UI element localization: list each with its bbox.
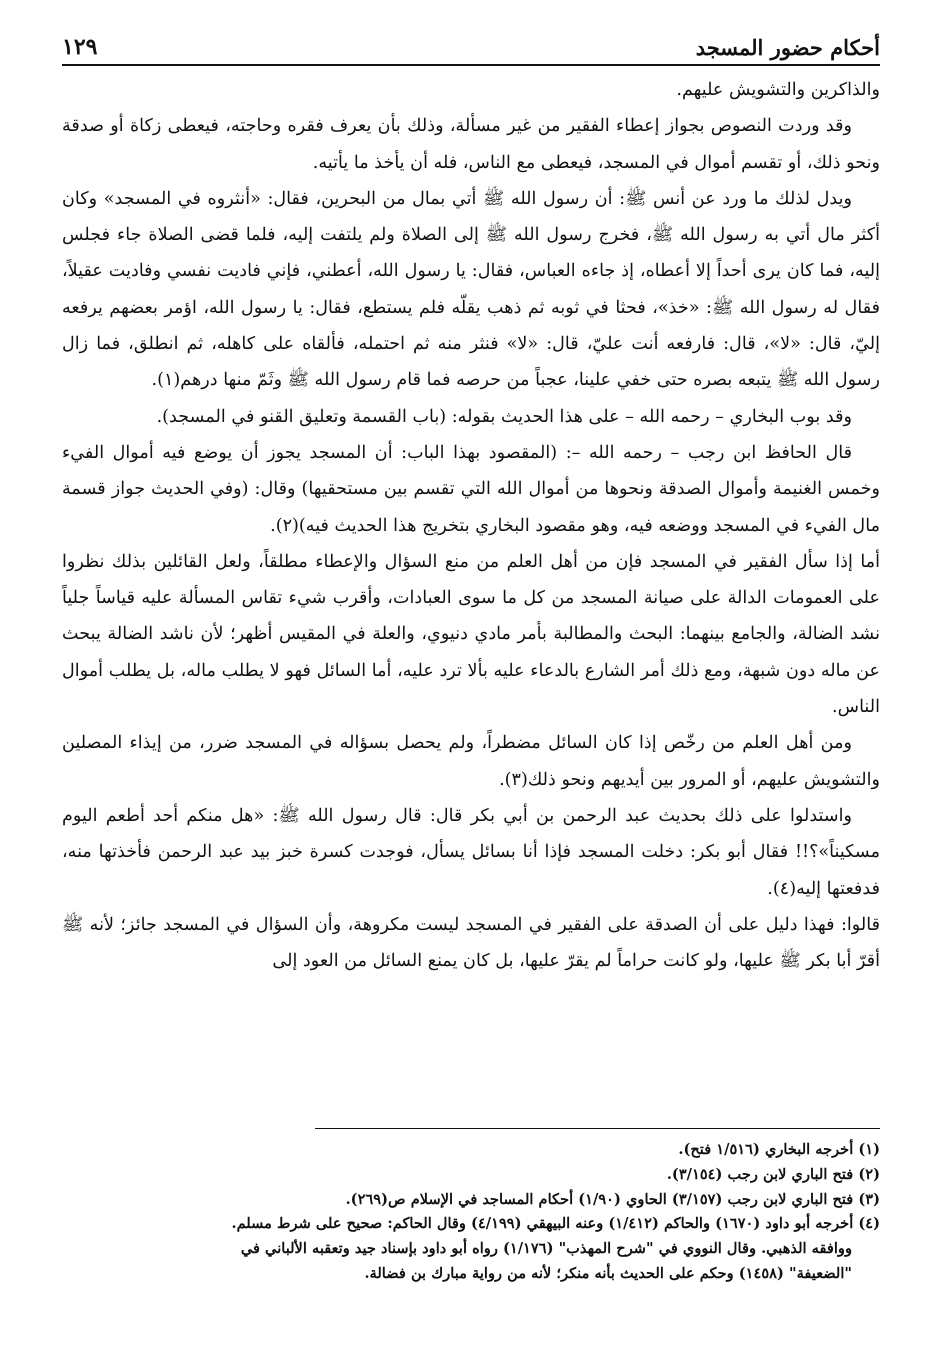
footnote-separator [315,1128,880,1129]
paragraph: ومن أهل العلم من رخّص إذا كان السائل مضطراً، ولم يحصل بسؤاله في المسجد ضرر، من إيذاء المصلين والتشويش عليهم، أو المرور بين أيديهم ونحو ذلك(٣). [62,733,880,790]
page-number: ١٢٩ [62,34,98,60]
paragraph: وقد بوب البخاري – رحمه الله – على هذا الحديث بقوله: (باب القسمة وتعليق القنو في المسجد). [156,406,852,427]
footnote: (٢) فتح الباري لابن رجب (٣/١٥٤). [666,1165,880,1183]
footnote: (٤) أخرجه أبو داود (١٦٧٠) والحاكم (١/٤١٢) وعنه البيهقي (٤/١٩٩) وقال الحاكم: صحيح على شرط مسلم. [231,1215,880,1233]
footnote: (٣) فتح الباري لابن رجب (٣/١٥٧) الحاوي (١/٩٠) أحكام المساجد في الإسلام ص(٢٦٩). [345,1190,880,1208]
paragraph: أما إذا سأل الفقير في المسجد فإن من أهل العلم من منع السؤال والإعطاء مطلقاً، ولعل القائلين بذلك نظروا على العمومات الدالة على صيانة المسجد من كل ما سوى العبادات، وأقرب شيء تقاس المسألة عليه قياساً جلياً نشد الضالة، والجامع بينهما: البحث والمطالبة بأمر مادي دنيوي، والعلة في المقيس أظهر؛ لأن ناشد الضالة يبحث عن ماله دون شبهة، ومع ذلك أمر الشارع بالدعاء عليه بألا ترد عليه، أما السائل فهو لا يطلب ماله، بل يطلب أموال الناس. [62,551,880,718]
paragraph: قالوا: فهذا دليل على أن الصدقة على الفقير في المسجد ليست مكروهة، وأن السؤال في المسجد جائز؛ لأنه ﷺ أقرّ أبا بكر ﷺ عليها، ولو كانت حراماً لم يقرّ عليها، بل كان يمنع السائل من العود إلى [62,914,880,972]
paragraph: وقد وردت النصوص بجواز إعطاء الفقير من غير مسألة، وذلك بأن يعرف فقره وحاجته، فيعطى زكاة أو صدقة ونحو ذلك، أو تقسم أموال في المسجد، فيعطى مع الناس، فله أن يأخذ ما يأتيه. [62,116,880,173]
body-text [62,72,880,979]
paragraph: قال الحافظ ابن رجب – رحمه الله –: (المقصود بهذا الباب: أن المسجد يجوز أن يوضع فيه أموال الفيء وخمس الغنيمة وأموال الصدقة ونحوها من أموال الله التي تقسم بين مستحقيها) وقال: (وفي الحديث جواز قسمة مال الفيء في المسجد ووضعه فيه، وهو مقصود البخاري بتخريج هذا الحديث فيه)(٢). [62,442,880,536]
paragraph: والذاكرين والتشويش عليهم. [676,80,880,100]
book-title: أحكام حضور المسجد [695,35,880,60]
paragraph: واستدلوا على ذلك بحديث عبد الرحمن بن أبي بكر قال: قال رسول الله ﷺ: «هل منكم أحد أطعم اليوم مسكيناً»؟!! فقال أبو بكر: دخلت المسجد فإذا أنا بسائل يسأل، فوجدت كسرة خبز بيد عبد الرحمن فأخذتها منه، فدفعتها إليه(٤). [62,805,880,899]
paragraph: ويدل لذلك ما ورد عن أنس ﷺ: أن رسول الله ﷺ أتي بمال من البحرين، فقال: «أنثروه في المسجد» وكان أكثر مال أتي به رسول الله ﷺ، فخرج رسول الله ﷺ إلى الصلاة ولم يلتفت إليه، فلما قضى الصلاة جاء فجلس إليه، فما كان يرى أحداً إلا أعطاه، إذ جاءه العباس، فقال: يا رسول الله، أعطني، فإني فاديت نفسي وفاديت عقيلاً، فقال له رسول الله ﷺ: «خذ»، فحثا في ثوبه ثم ذهب يقلّه فلم يستطع، فقال: يا رسول الله، اؤمر بعضهم يرفعه إليّ، قال: «لا»، قال: فارفعه أنت عليّ، قال: «لا» فنثر منه ثم احتمله، فألقاه على كاهله، ثم انطلق، فما زال رسول الله ﷺ يتبعه بصره حتى خفي علينا، عجباً من حرصه فما قام رسول الله ﷺ وثَمّ منها درهم(١). [62,188,880,391]
footnote-continuation: ووافقه الذهبي. وقال النووي في "شرح المهذب" (١/١٧٦) رواه أبو داود بإسناد جيد وتعقبه الألباني في [240,1240,852,1258]
footnote: (١) أخرجه البخاري (١/٥١٦ فتح). [678,1141,880,1158]
page [62,22,880,979]
running-header [62,22,880,66]
footnotes [62,1138,880,1287]
footnote-continuation: "الضعيفة" (١٤٥٨) وحكم على الحديث بأنه منكر؛ لأنه من رواية مبارك بن فضالة. [364,1264,852,1282]
